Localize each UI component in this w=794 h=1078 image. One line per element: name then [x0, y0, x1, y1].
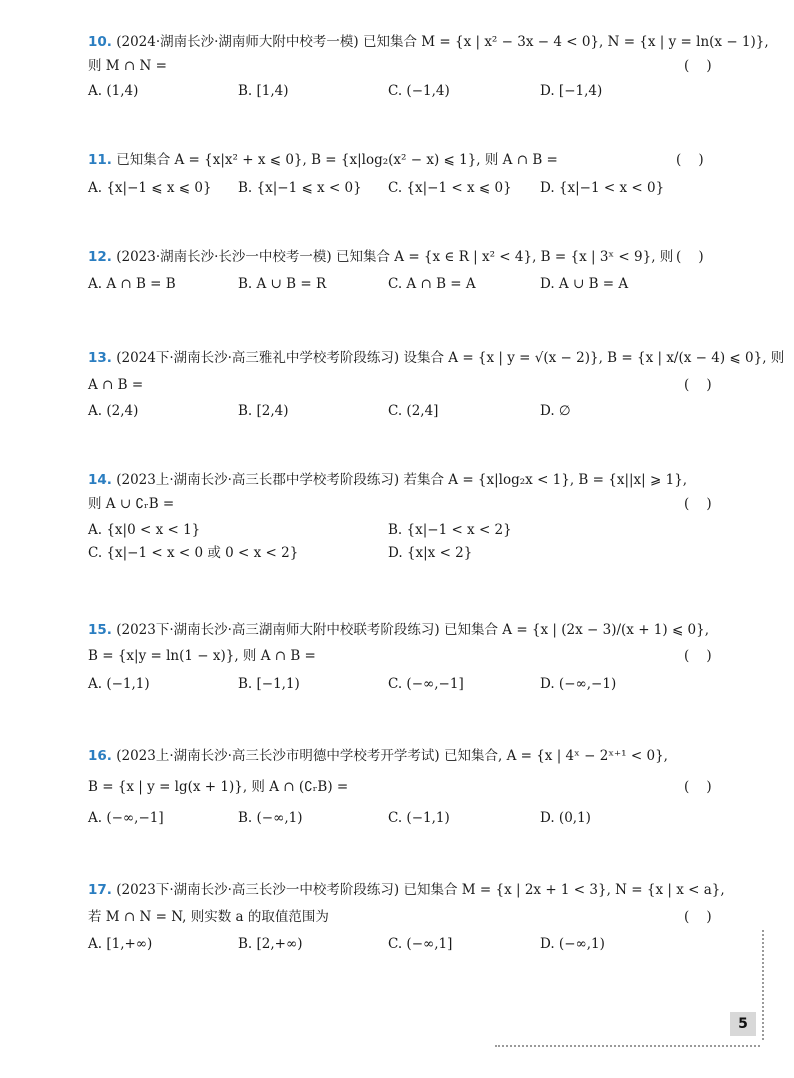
question-number: 10.: [88, 34, 112, 50]
option-b: B. [1,4): [238, 83, 289, 99]
option-a: A. (1,4): [88, 83, 139, 99]
question-text: 已知集合 A = {x|x² + x ⩽ 0}, B = {x|log₂(x² − x) ⩽ 1}, 则 A ∩ B =: [116, 152, 558, 168]
answer-paren: ( ): [684, 648, 712, 664]
answer-paren: ( ): [676, 249, 704, 265]
option-c: C. (−1,1): [388, 810, 450, 826]
option-b: B. {x|−1 < x < 2}: [388, 522, 512, 538]
option-c: C. (−∞,−1]: [388, 676, 464, 692]
question-text-cont: B = {x|y = ln(1 − x)}, 则 A ∩ B =: [88, 648, 316, 664]
option-b: B. A ∪ B = R: [238, 276, 327, 292]
option-c: C. {x|−1 < x < 0 或 0 < x < 2}: [88, 545, 299, 561]
page-number: 5: [730, 1012, 756, 1036]
option-d: D. {x|−1 < x < 0}: [540, 180, 665, 196]
question-text: (2023下·湖南长沙·高三湖南师大附中校联考阶段练习) 已知集合 A = {x | (2x − 3)/(x + 1) ⩽ 0},: [116, 622, 710, 638]
option-d: D. A ∪ B = A: [540, 276, 629, 292]
answer-paren: ( ): [684, 779, 712, 795]
question-number: 13.: [88, 350, 112, 366]
question-text: (2023上·湖南长沙·高三长郡中学校考阶段练习) 若集合 A = {x|log₂x < 1}, B = {x||x| ⩾ 1},: [116, 472, 688, 488]
option-d: D. ∅: [540, 403, 571, 419]
option-a: A. (−∞,−1]: [88, 810, 164, 826]
option-b: B. [−1,1): [238, 676, 300, 692]
question-number: 16.: [88, 748, 112, 764]
option-a: A. (−1,1): [88, 676, 150, 692]
answer-paren: ( ): [684, 377, 712, 393]
option-a: A. {x|0 < x < 1}: [88, 522, 201, 538]
question-text-cont: B = {x | y = lg(x + 1)}, 则 A ∩ (∁ᵣB) =: [88, 779, 349, 795]
option-b: B. [2,+∞): [238, 936, 303, 952]
option-c: C. (−1,4): [388, 83, 450, 99]
question-text-cont: 若 M ∩ N = N, 则实数 a 的取值范围为: [88, 909, 329, 925]
answer-paren: ( ): [684, 496, 712, 512]
option-d: D. (−∞,1): [540, 936, 605, 952]
option-b: B. [2,4): [238, 403, 289, 419]
option-c: C. (−∞,1]: [388, 936, 453, 952]
question-text: (2023·湖南长沙·长沙一中校考一模) 已知集合 A = {x ∈ R | x² < 4}, B = {x | 3ˣ < 9}, 则: [116, 249, 674, 265]
question-number: 17.: [88, 882, 112, 898]
option-d: D. [−1,4): [540, 83, 603, 99]
option-c: C. A ∩ B = A: [388, 276, 476, 292]
option-a: A. A ∩ B = B: [88, 276, 176, 292]
question-text-cont: 则 A ∪ ∁ᵣB =: [88, 496, 175, 512]
answer-paren: ( ): [684, 58, 712, 74]
dotted-border-vertical: [762, 930, 764, 1040]
option-c: C. {x|−1 < x ⩽ 0}: [388, 180, 512, 196]
option-c: C. (2,4]: [388, 403, 439, 419]
option-b: B. (−∞,1): [238, 810, 303, 826]
option-a: A. {x|−1 ⩽ x ⩽ 0}: [88, 180, 212, 196]
question-text: (2023下·湖南长沙·高三长沙一中校考阶段练习) 已知集合 M = {x | 2x + 1 < 3}, N = {x | x < a},: [116, 882, 725, 898]
question-number: 11.: [88, 152, 112, 168]
option-b: B. {x|−1 ⩽ x < 0}: [238, 180, 362, 196]
question-text-cont: A ∩ B =: [88, 377, 144, 393]
option-d: D. {x|x < 2}: [388, 545, 473, 561]
question-text: (2023上·湖南长沙·高三长沙市明德中学校考开学考试) 已知集合, A = {x | 4ˣ − 2ˣ⁺¹ < 0},: [116, 748, 668, 764]
dotted-border-horizontal: [495, 1045, 760, 1047]
question-text-cont: 则 M ∩ N =: [88, 58, 167, 74]
option-d: D. (0,1): [540, 810, 591, 826]
question-number: 14.: [88, 472, 112, 488]
question-text: (2024·湖南长沙·湖南师大附中校考一模) 已知集合 M = {x | x² − 3x − 4 < 0}, N = {x | y = ln(x − 1)},: [116, 34, 769, 50]
answer-paren: ( ): [684, 909, 712, 925]
question-text: (2024下·湖南长沙·高三雅礼中学校考阶段练习) 设集合 A = {x | y = √(x − 2)}, B = {x | x/(x − 4) ⩽ 0}, 则: [116, 350, 785, 366]
option-d: D. (−∞,−1): [540, 676, 617, 692]
answer-paren: ( ): [676, 152, 704, 168]
question-number: 12.: [88, 249, 112, 265]
option-a: A. (2,4): [88, 403, 139, 419]
question-number: 15.: [88, 622, 112, 638]
option-a: A. [1,+∞): [88, 936, 153, 952]
